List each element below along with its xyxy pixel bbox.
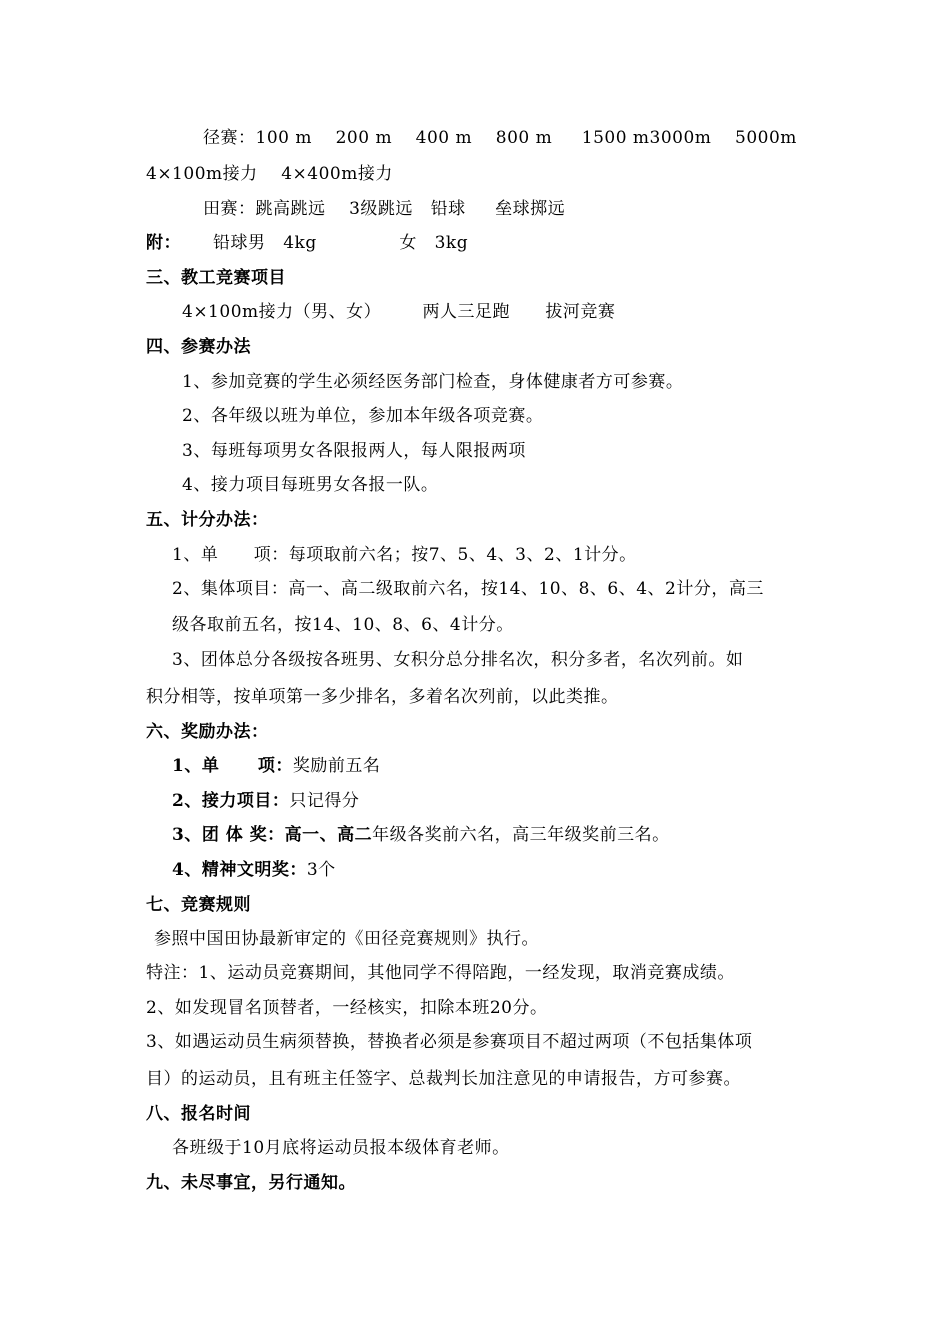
note-label: 附：	[146, 233, 181, 253]
section-6-heading: 六、奖励办法：	[146, 722, 269, 742]
section-4-item-2: 2、各年级以班为单位，参加本年级各项竞赛。	[182, 406, 544, 426]
section-5-heading: 五、计分办法：	[146, 510, 269, 530]
section-4-item-1: 1、参加竞赛的学生必须经医务部门检查，身体健康者方可参赛。	[182, 372, 684, 392]
section-3-text: 4×100m接力（男、女） 两人三足跑 拔河竞赛	[182, 302, 616, 322]
section-7-note-3-line-2: 目）的运动员，且有班主任签字、总裁判长加注意见的申请报告，方可参赛。	[146, 1069, 741, 1089]
section-7-note-2: 2、如发现冒名顶替者，一经核实，扣除本班20分。	[146, 998, 548, 1018]
section-7-text: 参照中国田协最新审定的《田径竞赛规则》执行。	[154, 929, 539, 949]
relay-events-line: 4×100m接力 4×400m接力	[146, 164, 393, 184]
section-5-item-2-line-2: 级各取前五名，按14、10、8、6、4计分。	[172, 615, 514, 635]
section-8-text: 各班级于10月底将运动员报本级体育老师。	[172, 1138, 510, 1158]
section-4-item-3: 3、每班每项男女各限报两人，每人限报两项	[182, 441, 526, 461]
award-3-text: 年级各奖前六名，高三年级奖前三名。	[372, 825, 670, 845]
award-row-1	[172, 754, 380, 778]
section-7-note-3-line-1: 3、如遇运动员生病须替换，替换者必须是参赛项目不超过两项（不包括集体项	[146, 1032, 753, 1052]
award-4-label: 4、精神文明奖：	[172, 860, 307, 880]
section-7-note-1: 特注：1、运动员竞赛期间，其他同学不得陪跑，一经发现，取消竞赛成绩。	[146, 963, 735, 983]
section-4-item-4: 4、接力项目每班男女各报一队。	[182, 475, 439, 495]
section-9-heading: 九、未尽事宜，另行通知。	[146, 1173, 356, 1193]
track-events-line: 径赛：100 m 200 m 400 m 800 m 1500 m3000m 5000m	[203, 128, 797, 148]
award-3-label: 3、团 体 奖：高一、高二	[172, 825, 373, 845]
award-row-4	[172, 858, 336, 882]
section-5-item-3-line-2: 积分相等，按单项第一多少排名，多着名次列前，以此类推。	[146, 687, 619, 707]
award-row-3	[172, 823, 670, 847]
section-3-heading: 三、教工竞赛项目	[146, 268, 286, 288]
award-1-label: 1、单 项：	[172, 756, 293, 776]
section-5-item-3-line-1: 3、团体总分各级按各班男、女积分总分排名次，积分多者，名次列前。如	[172, 650, 744, 670]
section-5-item-2-line-1: 2、集体项目：高一、高二级取前六名，按14、10、8、6、4、2计分，高三	[172, 579, 764, 599]
award-row-2	[172, 789, 359, 813]
award-4-text: 3个	[306, 860, 336, 880]
award-2-label: 2、接力项目：	[172, 791, 290, 811]
section-4-heading: 四、参赛办法	[146, 337, 251, 357]
note-text: 铅球男 4kg 女 3kg	[213, 233, 469, 253]
section-5-item-1: 1、单 项：每项取前六名；按7、5、4、3、2、1计分。	[172, 545, 637, 565]
section-7-heading: 七、竞赛规则	[146, 895, 251, 915]
award-1-text: 奖励前五名	[292, 756, 381, 776]
section-8-heading: 八、报名时间	[146, 1104, 251, 1124]
field-events-line: 田赛：跳高跳远 3级跳远 铅球 垒球掷远	[203, 199, 566, 219]
award-2-text: 只记得分	[289, 791, 360, 811]
